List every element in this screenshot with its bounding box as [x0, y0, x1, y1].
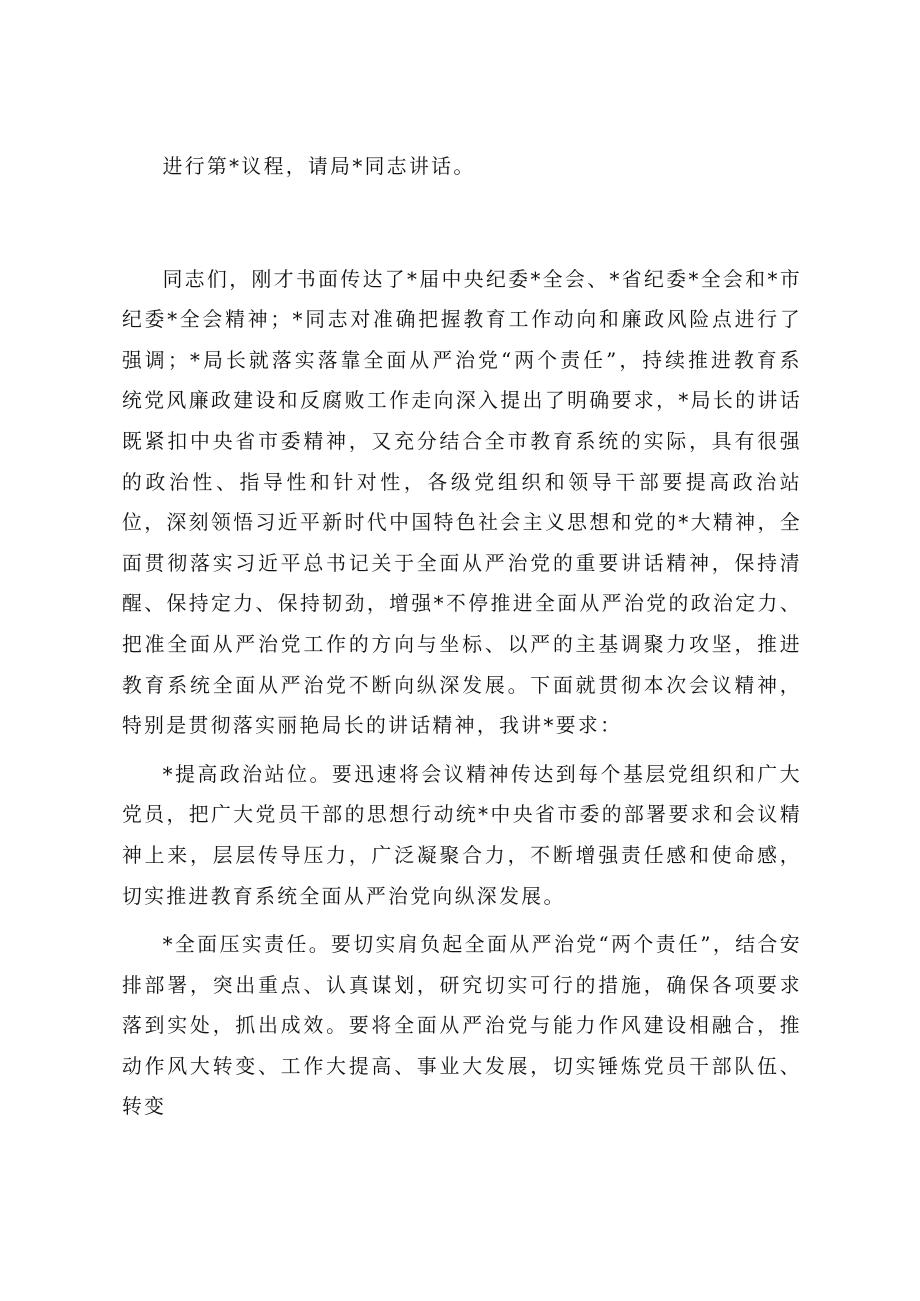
requirement-paragraph-political-stance: *提高政治站位。要迅速将会议精神传达到每个基层党组织和广大党员，把广大党员干部的思想行动统*中央省市委的部署要求和会议精神上来，层层传导压力，广泛凝聚合力，不断增强责任感和使命感，切实推进教育系统全面从严治党向纵深发展。	[122, 762, 802, 908]
speech-opening-paragraph: 同志们，刚才书面传达了*届中央纪委*全会、*省纪委*全会和*市纪委*全会精神；*同志对准确把握教育工作动向和廉政风险点进行了强调；*局长就落实落靠全面从严治党“两个责任”，持续推进教育系统党风廉政建设和反腐败工作走向深入提出了明确要求，*局长的讲话既紧扣中央省市委精神，又充分结合全市教育系统的实际，具有很强的政治性、指导性和针对性，各级党组织和领导干部要提高政治站位，深刻领悟习近平新时代中国特色社会主义思想和党的*大精神，全面贯彻落实习近平总书记关于全面从严治党的重要讲话精神，保持清醒、保持定力、保持韧劲，增强*不停推进全面从严治党的政治定力、把准全面从严治党工作的方向与坐标、以严的主基调聚力攻坚，推进教育系统全面从严治党不断向纵深发展。下面就贯彻本次会议精神，特别是贯彻落实丽艳局长的讲话精神，我讲*要求：	[122, 267, 802, 738]
agenda-paragraph: 进行第*议程，请局*同志讲话。	[162, 155, 476, 178]
document-body	[122, 147, 802, 1128]
requirement-paragraph-responsibility: *全面压实责任。要切实肩负起全面从严治党“两个责任”，结合安排部署，突出重点、认真谋划，研究切实可行的措施，确保各项要求落到实处，抓出成效。要将全面从严治党与能力作风建设相融合，推动作风大转变、工作大提高、事业大发展，切实锤炼党员干部队伍、转变	[122, 933, 802, 1119]
